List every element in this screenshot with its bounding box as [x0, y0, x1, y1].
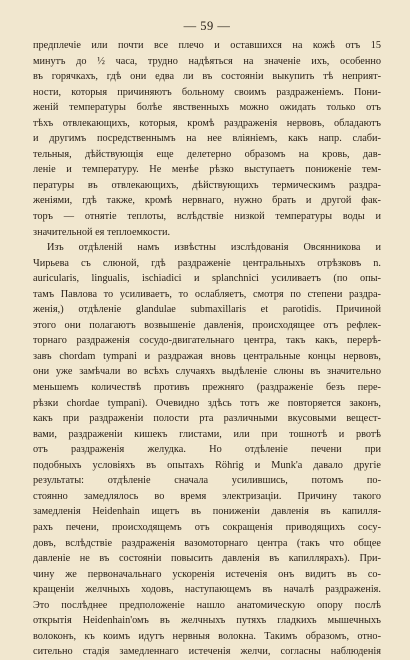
- text-line: пературы въ отвлекающихъ, дѣйствующихъ термическимъ раздра-: [33, 179, 381, 191]
- text-line: минутъ до ½ часа, трудно надѣяться на значеніе ихъ, особенно: [33, 55, 381, 67]
- text-line: давленіе не въ состояніи повысить давленія въ капиллярахъ). При-: [33, 553, 381, 565]
- text-line: какъ при раздраженіи полости рта различными вкусовыми вещест-: [33, 413, 381, 425]
- text-line: рахъ печени, происходящемъ отъ сокращенія приводящихъ сосу-: [33, 521, 381, 533]
- text-line: торъ — отнятіе теплоты, вслѣдствіе низкой температуры воды и: [33, 211, 381, 223]
- text-line: довъ, вслѣдствіе раздраженія вазомоторнаго центра (такъ что общее: [33, 537, 381, 549]
- text-line: результаты: отдѣленіе сначала усилившись, потомъ по-: [33, 475, 381, 487]
- text-line: торнаго раздраженія сосудо-двигательнаго центра, такъ какъ, перерѣ-: [33, 335, 381, 347]
- body-text: [33, 38, 381, 660]
- text-line: они уже замѣчали во всѣхъ случаяхъ выдѣленіе слюны въ значительно: [33, 366, 381, 378]
- text-line: auricularis, lingualis, ischiadici и splanchnici усиливаетъ (по опы-: [33, 273, 381, 285]
- text-line: женій температуры болѣе явственныхъ можно ожидать только отъ: [33, 102, 381, 114]
- text-line: отъ раздраженія желудка. Но отдѣленіе печени при: [33, 444, 381, 456]
- text-line: чину же первоначальнаго ускоренія истеченія онъ видитъ въ со-: [33, 568, 381, 580]
- text-line: Это послѣднее предположеніе нашло анатомическую опору послѣ: [33, 599, 381, 611]
- text-line: вами, раздраженіи кишекъ глистами, или при тошнотѣ и рвотѣ: [33, 428, 381, 440]
- text-line: тѣхъ отвлекающихъ, которыя, кромѣ раздраженія нервовъ, обладаютъ: [33, 117, 381, 129]
- page-number: — 59 —: [183, 19, 231, 33]
- text-line: сительно стадія замедленнаго истеченія желчи, согласны наблюденія: [33, 646, 381, 658]
- text-line: рѣзки chordae tympani). Очевидно здѣсь тотъ же повторяется законъ,: [33, 397, 381, 409]
- text-line: завъ chordam tympani и раздражая вновь центральные концы нервовъ,: [33, 350, 381, 362]
- text-line: значительной ея теплоемкости.: [33, 226, 171, 238]
- text-line: этого они полагаютъ возвышеніе давленія, происходящее отъ рефлек-: [33, 319, 381, 331]
- text-line: тельныя, дѣйствующія еще делетерно образомъ на кровь, дав-: [33, 148, 381, 160]
- text-line: подобныхъ условіяхъ въ опытахъ Röhrig и Munk'а давало другіе: [33, 459, 381, 471]
- text-line: замедленія Heidenhain ищетъ въ пониженіи давленія въ капилля-: [33, 506, 381, 518]
- text-line: открытія Heidenhain'омъ въ желчныхъ путяхъ гладкихъ мышечныхъ: [33, 615, 381, 627]
- text-line: волоконъ, къ коимъ идутъ нервныя волокна. Такимъ образомъ, отно-: [33, 630, 381, 642]
- text-line: Изъ отдѣленій намъ извѣстны изслѣдованія Овсянникова и: [47, 242, 381, 254]
- text-line: предплечіе или почти все плечо и оставшихся на кожѣ отъ 15: [33, 40, 381, 51]
- text-line: женіями, гдѣ также, кромѣ нервнаго, нужно брать и другой фак-: [33, 195, 381, 207]
- text-line: леніе и температуру. Не менѣе рѣзко выступаетъ пониженіе тем-: [33, 164, 381, 176]
- text-line: меньшемъ количествѣ противъ прежняго (раздраженіе безъ пере-: [33, 382, 381, 394]
- text-line: Чирьева съ слюной, гдѣ раздраженіе центральныхъ отрѣзковъ n.: [33, 257, 381, 269]
- text-line: тамъ Павлова то усиливаетъ, то ослабляетъ, смотря по степени раздра-: [33, 288, 381, 300]
- text-line: кращеніи желчныхъ ходовъ, наступающемъ въ началѣ раздраженія.: [33, 584, 381, 596]
- text-line: и другимъ посредственнымъ на нее вліяніемъ, какъ напр. слаби-: [33, 133, 381, 145]
- text-line: въ горячкахъ, гдѣ они едва ли въ состояніи выкупить тѣ неприят-: [33, 71, 381, 83]
- text-line: ности, которыя причиняютъ больному своимъ раздраженіемъ. Пони-: [33, 86, 381, 98]
- text-line: стоянно замедлялось во время электризаціи. Причину такого: [33, 490, 381, 502]
- text-line: женія,) отдѣленіе glandulae submaxillaris et parotidis. Причиной: [33, 304, 381, 316]
